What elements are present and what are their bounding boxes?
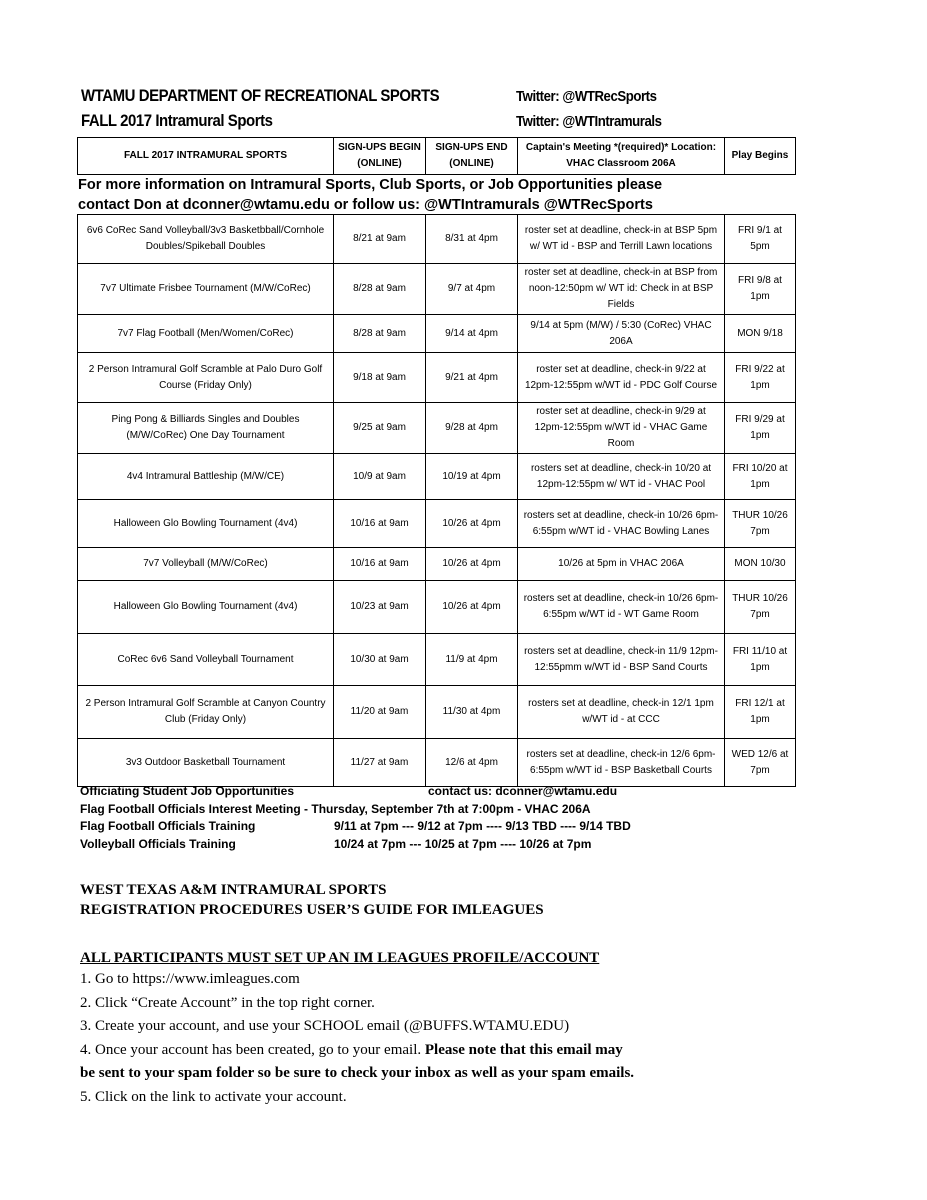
registration-guide xyxy=(80,880,840,1109)
begin-cell: 9/18 at 9am xyxy=(334,353,426,403)
table-row xyxy=(78,403,796,454)
end-cell: 10/19 at 4pm xyxy=(426,454,518,500)
col-header-play: Play Begins xyxy=(725,138,796,175)
meeting-cell: rosters set at deadline, check-in 10/26 6pm-6:55pm w/WT id - VHAC Bowling Lanes xyxy=(518,500,725,548)
begin-cell: 9/25 at 9am xyxy=(334,403,426,454)
sport-cell: 2 Person Intramural Golf Scramble at Canyon Country Club (Friday Only) xyxy=(78,686,334,739)
play-cell: FRI 9/1 at 5pm xyxy=(725,215,796,264)
end-cell: 10/26 at 4pm xyxy=(426,548,518,581)
guide-step: 2. Click “Create Account” in the top right corner. xyxy=(80,994,375,1011)
meeting-cell: rosters set at deadline, check-in 11/9 12pm-12:55pmm w/WT id - BSP Sand Courts xyxy=(518,634,725,686)
table-row xyxy=(78,215,796,264)
guide-step: 5. Click on the link to activate your account. xyxy=(80,1088,347,1105)
meeting-cell: rosters set at deadline, check-in 12/1 1pm w/WT id - at CCC xyxy=(518,686,725,739)
guide-heading: ALL PARTICIPANTS MUST SET UP AN IM LEAGUES PROFILE/ACCOUNT xyxy=(80,950,600,966)
meeting-cell: rosters set at deadline, check-in 10/20 at 12pm-12:55pm w/ WT id - VHAC Pool xyxy=(518,454,725,500)
play-cell: FRI 10/20 at 1pm xyxy=(725,454,796,500)
play-cell: FRI 11/10 at 1pm xyxy=(725,634,796,686)
info-line: contact Don at dconner@wtamu.edu or follow us: @WTIntramurals @WTRecSports xyxy=(78,197,653,213)
guide-step: 1. Go to https://www.imleagues.com xyxy=(80,971,300,987)
col-header-meeting: Captain's Meeting *(required)* Location: VHAC Classroom 206A xyxy=(518,138,725,175)
meeting-cell: roster set at deadline, check-in 9/22 at 12pm-12:55pm w/WT id - PDC Golf Course xyxy=(518,353,725,403)
meeting-cell: roster set at deadline, check-in 9/29 at 12pm-12:55pm w/WT id - VHAC Game Room xyxy=(518,403,725,454)
flag-football-training-dates: 9/11 at 7pm --- 9/12 at 7pm ---- 9/13 TBD ---- 9/14 TBD xyxy=(334,819,631,833)
twitter-intramurals: Twitter: @WTIntramurals xyxy=(516,113,662,130)
play-cell: FRI 9/22 at 1pm xyxy=(725,353,796,403)
play-cell: FRI 12/1 at 1pm xyxy=(725,686,796,739)
table-row xyxy=(78,264,796,315)
begin-cell: 8/28 at 9am xyxy=(334,264,426,315)
end-cell: 9/7 at 4pm xyxy=(426,264,518,315)
guide-step: 3. Create your account, and use your SCHOOL email (@BUFFS.WTAMU.EDU) xyxy=(80,1018,570,1034)
table-row xyxy=(78,634,796,686)
flag-football-training-label: Flag Football Officials Training xyxy=(80,819,256,833)
department-title: WTAMU DEPARTMENT OF RECREATIONAL SPORTS xyxy=(81,86,440,105)
sport-cell: 2 Person Intramural Golf Scramble at Palo Duro Golf Course (Friday Only) xyxy=(78,353,334,403)
table-row xyxy=(78,686,796,739)
end-cell: 11/30 at 4pm xyxy=(426,686,518,739)
info-line: For more information on Intramural Sports, Club Sports, or Job Opportunities please xyxy=(78,177,663,193)
end-cell: 8/31 at 4pm xyxy=(426,215,518,264)
season-title: FALL 2017 Intramural Sports xyxy=(81,111,273,130)
officiating-title: Officiating Student Job Opportunities xyxy=(80,784,294,798)
sport-cell: Halloween Glo Bowling Tournament (4v4) xyxy=(78,500,334,548)
sport-cell: 7v7 Ultimate Frisbee Tournament (M/W/CoRec) xyxy=(78,264,334,315)
sport-cell: CoRec 6v6 Sand Volleyball Tournament xyxy=(78,634,334,686)
col-header-sport: FALL 2017 INTRAMURAL SPORTS xyxy=(78,138,334,175)
officiating-section xyxy=(80,783,800,853)
sport-cell: 3v3 Outdoor Basketball Tournament xyxy=(78,739,334,787)
schedule-header-table xyxy=(77,137,796,175)
play-cell: MON 9/18 xyxy=(725,315,796,353)
begin-cell: 10/16 at 9am xyxy=(334,548,426,581)
begin-cell: 10/9 at 9am xyxy=(334,454,426,500)
sport-cell: Halloween Glo Bowling Tournament (4v4) xyxy=(78,581,334,634)
begin-cell: 11/27 at 9am xyxy=(334,739,426,787)
table-row xyxy=(78,454,796,500)
meeting-cell: rosters set at deadline, check-in 12/6 6pm-6:55pm w/WT id - BSP Basketball Courts xyxy=(518,739,725,787)
table-row xyxy=(78,581,796,634)
end-cell: 9/21 at 4pm xyxy=(426,353,518,403)
meeting-cell: 9/14 at 5pm (M/W) / 5:30 (CoRec) VHAC 206A xyxy=(518,315,725,353)
end-cell: 10/26 at 4pm xyxy=(426,500,518,548)
begin-cell: 10/30 at 9am xyxy=(334,634,426,686)
sport-cell: Ping Pong & Billiards Singles and Doubles (M/W/CoRec) One Day Tournament xyxy=(78,403,334,454)
play-cell: THUR 10/26 7pm xyxy=(725,500,796,548)
twitter-recsports: Twitter: @WTRecSports xyxy=(516,88,657,105)
volleyball-training-dates: 10/24 at 7pm --- 10/25 at 7pm ---- 10/26 at 7pm xyxy=(334,836,592,851)
end-cell: 12/6 at 4pm xyxy=(426,739,518,787)
guide-step xyxy=(80,1062,840,1086)
meeting-cell: rosters set at deadline, check-in 10/26 6pm-6:55pm w/WT id - WT Game Room xyxy=(518,581,725,634)
begin-cell: 8/21 at 9am xyxy=(334,215,426,264)
meeting-cell: roster set at deadline, check-in at BSP from noon-12:50pm w/ WT id: Check in at BSP Fields xyxy=(518,264,725,315)
begin-cell: 10/16 at 9am xyxy=(334,500,426,548)
table-row xyxy=(78,548,796,581)
end-cell: 9/14 at 4pm xyxy=(426,315,518,353)
sport-cell: 7v7 Flag Football (Men/Women/CoRec) xyxy=(78,315,334,353)
officiating-contact: contact us: dconner@wtamu.edu xyxy=(428,784,618,798)
end-cell: 10/26 at 4pm xyxy=(426,581,518,634)
table-row xyxy=(78,353,796,403)
guide-subtitle: REGISTRATION PROCEDURES USER’S GUIDE FOR IMLEAGUES xyxy=(80,902,544,918)
sport-cell: 4v4 Intramural Battleship (M/W/CE) xyxy=(78,454,334,500)
end-cell: 11/9 at 4pm xyxy=(426,634,518,686)
col-header-begin: SIGN-UPS BEGIN (ONLINE) xyxy=(334,138,426,175)
begin-cell: 8/28 at 9am xyxy=(334,315,426,353)
guide-step-text: 4. Once your account has been created, go to your email. xyxy=(80,1041,425,1058)
info-banner xyxy=(78,175,796,215)
guide-title: WEST TEXAS A&M INTRAMURAL SPORTS xyxy=(80,882,387,898)
play-cell: FRI 9/29 at 1pm xyxy=(725,403,796,454)
table-row xyxy=(78,315,796,353)
col-header-end: SIGN-UPS END (ONLINE) xyxy=(426,138,518,175)
begin-cell: 10/23 at 9am xyxy=(334,581,426,634)
guide-step-note: be sent to your spam folder so be sure to check your inbox as well as your spam emails. xyxy=(80,1065,635,1081)
guide-step xyxy=(80,1039,840,1063)
guide-step-note: Please note that this email may xyxy=(424,1041,623,1058)
play-cell: WED 12/6 at 7pm xyxy=(725,739,796,787)
end-cell: 9/28 at 4pm xyxy=(426,403,518,454)
meeting-cell: 10/26 at 5pm in VHAC 206A xyxy=(518,548,725,581)
meeting-cell: roster set at deadline, check-in at BSP 5pm w/ WT id - BSP and Terrill Lawn locations xyxy=(518,215,725,264)
officiating-interest-meeting: Flag Football Officials Interest Meeting - Thursday, September 7th at 7:00pm - VHAC 206A xyxy=(80,801,591,816)
sport-cell: 6v6 CoRec Sand Volleyball/3v3 Basketbball/Cornhole Doubles/Spikeball Doubles xyxy=(78,215,334,264)
play-cell: MON 10/30 xyxy=(725,548,796,581)
play-cell: THUR 10/26 7pm xyxy=(725,581,796,634)
table-row xyxy=(78,739,796,787)
table-row xyxy=(78,500,796,548)
sport-cell: 7v7 Volleyball (M/W/CoRec) xyxy=(78,548,334,581)
play-cell: FRI 9/8 at 1pm xyxy=(725,264,796,315)
begin-cell: 11/20 at 9am xyxy=(334,686,426,739)
volleyball-training-label: Volleyball Officials Training xyxy=(80,836,236,851)
schedule-table xyxy=(77,214,796,787)
